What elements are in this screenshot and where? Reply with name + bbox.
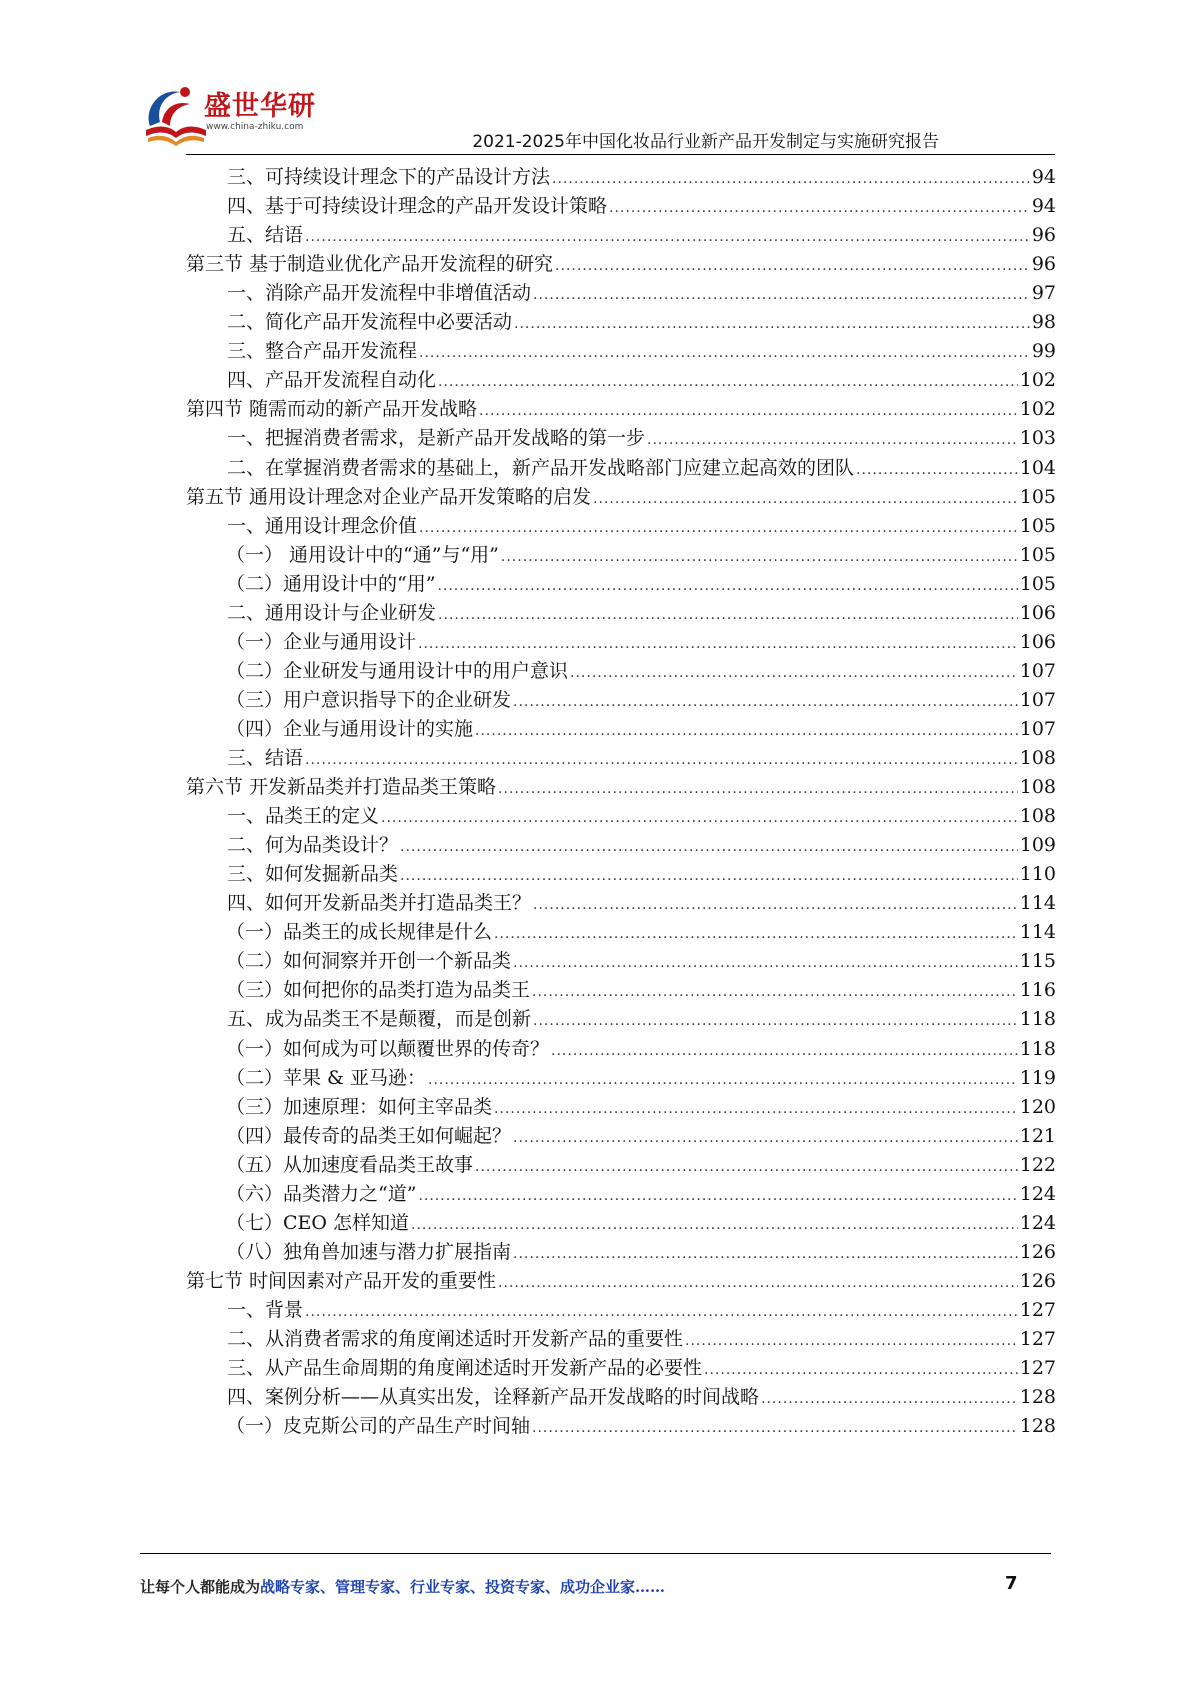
toc-entry-page: 119 — [1019, 1066, 1056, 1089]
toc-entry-page: 114 — [1019, 892, 1056, 915]
toc-leader-dots — [494, 1094, 1018, 1124]
toc-entry-page: 102 — [1019, 369, 1056, 392]
toc-leader-dots — [513, 687, 1018, 717]
toc-entry-title: 二、在掌握消费者需求的基础上，新产品开发战略部门应建立起高效的团队 — [227, 456, 855, 479]
toc-entry-title: 三、如何发掘新品类 — [227, 863, 399, 886]
toc-leader-dots — [685, 1326, 1018, 1356]
toc-entry-title: 一、品类王的定义 — [227, 805, 380, 828]
toc-entry-page: 116 — [1019, 979, 1056, 1002]
toc-leader-dots — [533, 280, 1030, 310]
toc-entry-title: 一、消除产品开发流程中非增值活动 — [227, 282, 532, 305]
toc-leader-dots — [479, 396, 1018, 426]
toc-entry-title: （一）皮克斯公司的产品生产时间轴 — [226, 1415, 531, 1438]
toc-entry-page: 108 — [1019, 776, 1056, 799]
toc-entry-page: 98 — [1031, 311, 1056, 334]
toc-entry[interactable] — [227, 336, 1056, 366]
toc-leader-dots — [570, 658, 1018, 688]
toc-entry-title: （三）用户意识指导下的企业研发 — [226, 688, 512, 711]
toc-entry[interactable] — [226, 714, 1056, 744]
toc-entry[interactable] — [227, 1353, 1056, 1383]
toc-entry[interactable] — [186, 249, 1056, 279]
toc-leader-dots — [438, 367, 1018, 397]
toc-entry-title: 三、从产品生命周期的角度阐述适时开发新产品的必要性 — [227, 1357, 703, 1380]
toc-entry[interactable] — [226, 1034, 1056, 1064]
toc-entry[interactable] — [227, 191, 1056, 221]
toc-entry-page: 107 — [1019, 717, 1056, 740]
toc-entry[interactable] — [226, 685, 1056, 715]
toc-entry[interactable] — [226, 656, 1056, 686]
toc-entry-page: 126 — [1019, 1240, 1056, 1263]
toc-entry[interactable] — [226, 1179, 1056, 1209]
toc-entry-page: 103 — [1019, 427, 1056, 450]
toc-leader-dots — [400, 861, 1018, 891]
toc-entry-page: 107 — [1019, 688, 1056, 711]
toc-entry-title: 二、何为品类设计？ — [227, 834, 399, 857]
toc-entry-page: 126 — [1019, 1269, 1056, 1292]
toc-leader-dots — [418, 629, 1018, 659]
toc-leader-dots — [513, 1123, 1018, 1153]
footer-slogan-highlight: 战略专家、管理专家、行业专家、投资专家、成功企业家…… — [260, 1578, 666, 1596]
toc-entry[interactable] — [227, 453, 1056, 483]
toc-entry[interactable] — [227, 220, 1056, 250]
toc-entry-page: 109 — [1019, 834, 1056, 857]
toc-entry-page: 105 — [1019, 514, 1056, 537]
toc-entry-title: （二）通用设计中的“用” — [226, 572, 436, 595]
toc-entry[interactable] — [186, 772, 1056, 802]
toc-entry-page: 108 — [1019, 747, 1056, 769]
toc-leader-dots — [552, 164, 1030, 194]
company-logo — [140, 82, 330, 152]
toc-leader-dots — [501, 542, 1018, 572]
toc-entry-title: 三、结语 — [227, 747, 304, 769]
toc-entry-page: 124 — [1019, 1211, 1056, 1234]
toc-entry-page: 96 — [1031, 224, 1056, 247]
toc-entry-title: 三、可持续设计理念下的产品设计方法 — [227, 166, 551, 188]
toc-entry[interactable] — [227, 307, 1056, 337]
toc-entry-title: 四、产品开发流程自动化 — [227, 369, 437, 392]
toc-entry[interactable] — [226, 946, 1056, 976]
toc-entry[interactable] — [186, 394, 1056, 424]
toc-entry[interactable] — [227, 830, 1056, 860]
toc-entry-page: 104 — [1019, 456, 1056, 479]
toc-entry-page: 121 — [1019, 1124, 1056, 1147]
toc-entry-title: 第六节 开发新品类并打造品类王策略 — [186, 776, 497, 799]
toc-entry[interactable] — [227, 888, 1056, 918]
toc-entry-page: 118 — [1019, 1008, 1056, 1031]
toc-entry-page: 118 — [1019, 1037, 1056, 1060]
toc-entry-title: （三）如何把你的品类打造为品类王 — [226, 979, 531, 1002]
toc-entry[interactable] — [226, 1411, 1056, 1441]
footer-divider — [140, 1553, 1051, 1554]
toc-entry[interactable] — [227, 278, 1056, 308]
toc-leader-dots — [593, 484, 1018, 514]
toc-leader-dots — [555, 251, 1030, 281]
toc-leader-dots — [418, 1181, 1017, 1211]
logo-emblem-icon — [140, 82, 210, 152]
toc-leader-dots — [513, 1239, 1018, 1269]
toc-entry-title: 二、简化产品开发流程中必要活动 — [227, 311, 513, 334]
toc-entry-title: 二、从消费者需求的角度阐述适时开发新产品的重要性 — [227, 1328, 684, 1350]
toc-leader-dots — [400, 832, 1018, 862]
toc-entry[interactable] — [226, 1208, 1056, 1238]
toc-entry-page: 124 — [1019, 1182, 1056, 1205]
toc-leader-dots — [428, 1065, 1018, 1095]
toc-entry[interactable] — [227, 1004, 1056, 1034]
toc-entry-title: 第七节 时间因素对产品开发的重要性 — [186, 1269, 497, 1292]
toc-entry-title: 五、结语 — [227, 224, 304, 247]
toc-entry-title: （四）最传奇的品类王如何崛起？ — [226, 1124, 512, 1147]
toc-entry-title: 一、通用设计理念价值 — [227, 514, 418, 537]
toc-entry-page: 105 — [1019, 572, 1056, 595]
toc-leader-dots — [381, 803, 1018, 833]
toc-leader-dots — [305, 222, 1030, 252]
toc-leader-dots — [532, 977, 1018, 1007]
toc-leader-dots — [647, 425, 1018, 455]
toc-entry-title: 第五节 通用设计理念对企业产品开发策略的启发 — [186, 485, 592, 508]
toc-entry[interactable] — [186, 1266, 1056, 1296]
toc-entry[interactable] — [226, 540, 1056, 570]
toc-entry-page: 127 — [1019, 1357, 1056, 1380]
toc-entry[interactable] — [226, 975, 1056, 1005]
toc-entry-title: 二、通用设计与企业研发 — [227, 601, 437, 624]
logo-text: 盛世华研 — [204, 91, 316, 122]
footer-slogan-prefix: 让每个人都能成为 — [140, 1578, 261, 1596]
toc-leader-dots — [438, 600, 1018, 630]
toc-entry[interactable] — [186, 482, 1056, 512]
toc-entry-page: 127 — [1019, 1298, 1056, 1321]
toc-entry-title: （一）如何成为可以颠覆世界的传奇？ — [226, 1037, 550, 1060]
toc-entry-title: （二）如何洞察并开创一个新品类 — [226, 950, 512, 973]
logo-url: www.china-zhiku.com — [206, 122, 304, 132]
toc-entry-page: 102 — [1019, 398, 1056, 421]
toc-entry-title: （六）品类潜力之“道” — [226, 1182, 417, 1205]
toc-entry-title: （三）加速原理：如何主宰品类 — [226, 1095, 493, 1118]
toc-entry[interactable] — [227, 1295, 1056, 1325]
toc-leader-dots — [494, 919, 1018, 949]
toc-entry[interactable] — [227, 1382, 1056, 1412]
toc-entry-title: （二）苹果 & 亚马逊： — [226, 1066, 426, 1089]
toc-entry[interactable] — [226, 1150, 1056, 1180]
toc-entry-page: 110 — [1019, 863, 1056, 886]
toc-entry-page: 105 — [1019, 485, 1056, 508]
toc-entry-page: 105 — [1019, 543, 1056, 566]
toc-leader-dots — [551, 1036, 1018, 1066]
toc-entry-page: 106 — [1019, 601, 1056, 624]
toc-entry-title: （一） 通用设计中的“通”与“用” — [226, 543, 499, 566]
toc-leader-dots — [305, 1297, 1018, 1327]
footer-slogan — [140, 1576, 665, 1597]
toc-entry-page: 94 — [1031, 195, 1056, 218]
toc-entry-page: 94 — [1031, 166, 1056, 188]
toc-entry-page: 114 — [1019, 921, 1056, 944]
toc-entry[interactable] — [227, 801, 1056, 831]
toc-entry[interactable] — [227, 598, 1056, 628]
toc-leader-dots — [498, 774, 1018, 804]
toc-leader-dots — [609, 193, 1030, 223]
toc-leader-dots — [475, 716, 1018, 746]
toc-entry-title: （一）品类王的成长规律是什么 — [226, 921, 493, 944]
toc-entry[interactable] — [227, 859, 1056, 889]
toc-leader-dots — [305, 745, 1018, 775]
toc-entry-page: 122 — [1019, 1153, 1056, 1176]
toc-leader-dots — [856, 455, 1018, 485]
toc-entry[interactable] — [226, 917, 1056, 947]
toc-entry-title: 四、基于可持续设计理念的产品开发设计策略 — [227, 195, 608, 218]
toc-entry-title: 五、成为品类王不是颠覆，而是创新 — [227, 1008, 532, 1031]
toc-entry-title: （二）企业研发与通用设计中的用户意识 — [226, 659, 569, 682]
toc-entry-page: 96 — [1031, 253, 1056, 276]
toc-entry-title: 一、把握消费者需求，是新产品开发战略的第一步 — [227, 427, 646, 450]
toc-entry-title: （八）独角兽加速与潜力扩展指南 — [226, 1240, 512, 1263]
toc-entry-title: 四、案例分析——从真实出发，诠释新产品开发战略的时间战略 — [227, 1386, 760, 1409]
toc-leader-dots — [761, 1384, 1018, 1414]
toc-leader-dots — [411, 1210, 1018, 1240]
toc-entry-page: 99 — [1031, 340, 1056, 363]
toc-entry[interactable] — [226, 1063, 1056, 1093]
toc-entry[interactable] — [226, 1092, 1056, 1122]
toc-entry[interactable] — [226, 627, 1056, 657]
page-number: 7 — [1005, 1573, 1018, 1594]
toc-leader-dots — [437, 571, 1017, 601]
toc-entry-title: 一、背景 — [227, 1298, 304, 1321]
toc-entry[interactable] — [226, 569, 1056, 599]
toc-entry-title: （七）CEO 怎样知道 — [226, 1211, 410, 1234]
toc-leader-dots — [514, 309, 1030, 339]
toc-entry-title: 四、如何开发新品类并打造品类王？ — [227, 892, 532, 915]
toc-leader-dots — [498, 1268, 1018, 1298]
report-title: 2021-2025年中国化妆品行业新产品开发制定与实施研究报告 — [472, 132, 939, 152]
toc-entry-page: 128 — [1019, 1386, 1056, 1409]
toc-leader-dots — [419, 513, 1018, 543]
toc-entry-page: 108 — [1019, 805, 1056, 828]
toc-entry-title: （一）企业与通用设计 — [226, 630, 417, 653]
toc-entry[interactable] — [227, 162, 1056, 192]
toc-entry[interactable] — [227, 743, 1056, 773]
toc-entry[interactable] — [226, 1121, 1056, 1151]
toc-leader-dots — [533, 890, 1018, 920]
toc-entry-page: 127 — [1019, 1328, 1056, 1350]
toc-entry-title: （五）从加速度看品类王故事 — [226, 1153, 474, 1176]
page-header — [0, 0, 1191, 160]
toc-entry-page: 115 — [1019, 950, 1056, 973]
toc-entry-page: 107 — [1019, 659, 1056, 682]
toc-entry-page: 106 — [1019, 630, 1056, 653]
toc-entry-title: 第三节 基于制造业优化产品开发流程的研究 — [186, 253, 554, 276]
toc-entry-title: 第四节 随需而动的新产品开发战略 — [186, 398, 478, 421]
toc-entry-title: 三、整合产品开发流程 — [227, 340, 418, 363]
toc-entry-page: 97 — [1031, 282, 1056, 305]
toc-leader-dots — [533, 1006, 1018, 1036]
toc-leader-dots — [419, 338, 1030, 368]
toc-entry-page: 128 — [1019, 1415, 1056, 1438]
toc-leader-dots — [532, 1413, 1018, 1443]
toc-entry[interactable] — [227, 511, 1056, 541]
toc-entry[interactable] — [226, 1237, 1056, 1267]
toc-entry-title: （四）企业与通用设计的实施 — [226, 717, 474, 740]
toc-entry[interactable] — [227, 1324, 1056, 1354]
header-divider — [186, 154, 1055, 155]
toc-entry[interactable] — [227, 365, 1056, 395]
toc-leader-dots — [513, 948, 1018, 978]
toc-leader-dots — [704, 1355, 1018, 1385]
toc-leader-dots — [475, 1152, 1018, 1182]
toc-entry-page: 120 — [1019, 1095, 1056, 1118]
toc-entry[interactable] — [227, 423, 1056, 453]
